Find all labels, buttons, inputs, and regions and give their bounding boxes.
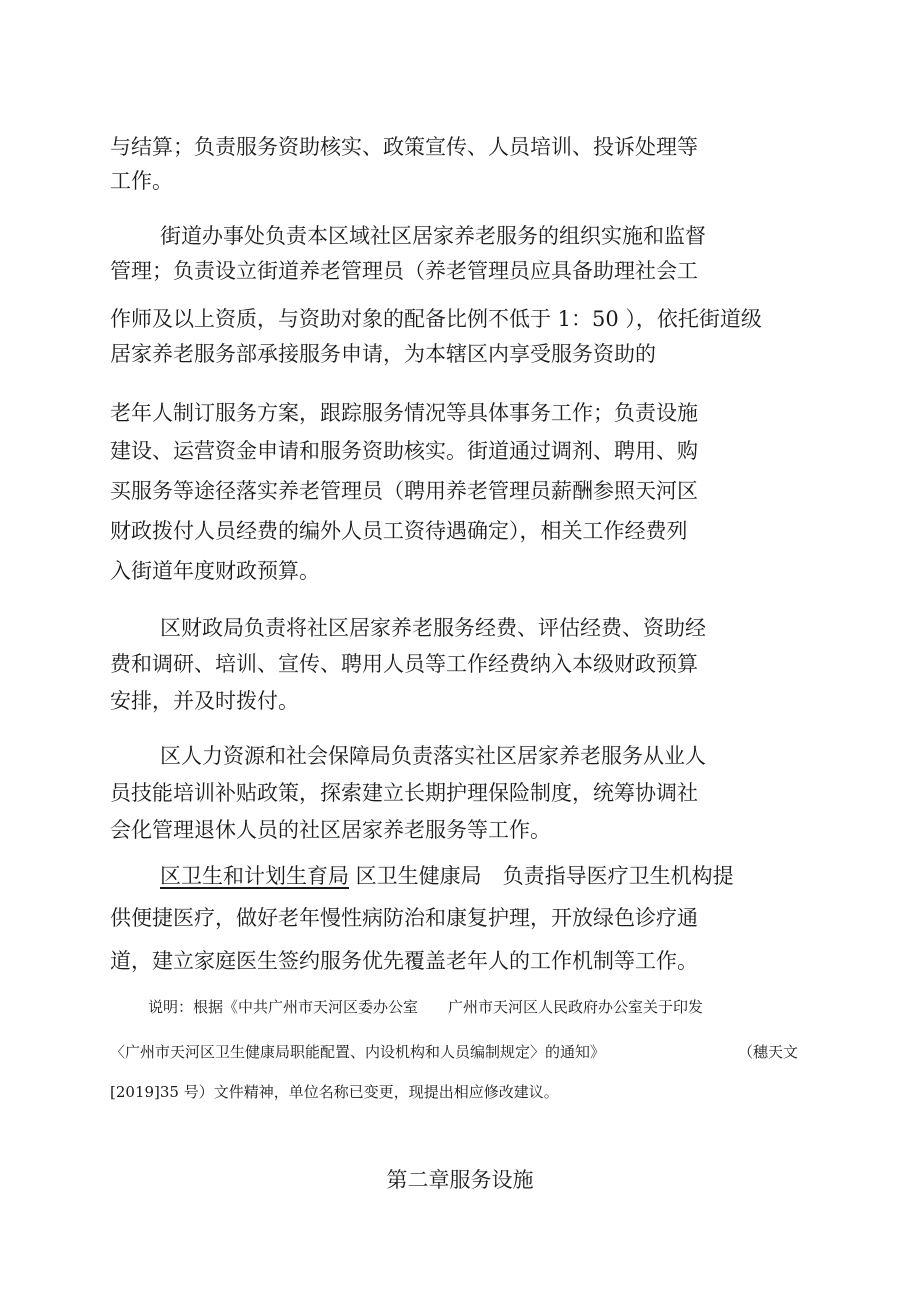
- paragraph-4-line-2: 员技能培训补贴政策，探索建立长期护理保险制度，统筹协调社: [110, 781, 698, 805]
- paragraph-2-line-5: 老年人制订服务方案，跟踪服务情况等具体事务工作；负责设施: [110, 401, 698, 425]
- paragraph-2-line-1: 街道办事处负责本区域社区居家养老服务的组织实施和监督: [160, 224, 706, 248]
- paragraph-2-line-3: 作师及以上资质，与资助对象的配备比例不低于 1：50 ），依托街道级: [110, 307, 762, 331]
- paragraph-2-line-9: 入街道年度财政预算。: [110, 559, 320, 583]
- paragraph-2-line-4: 居家养老服务部承接服务申请，为本辖区内享受服务资助的: [110, 342, 656, 366]
- paragraph-3-line-1: 区财政局负责将社区居家养老服务经费、评估经费、资助经: [160, 616, 706, 640]
- paragraph-5-line-3: 道，建立家庭医生签约服务优先覆盖老年人的工作机制等工作。: [110, 949, 698, 973]
- paragraph-5-line-1-rest: 区卫生健康局 负责指导医疗卫生机构提: [349, 864, 734, 888]
- note-line-2-doc-number: （穗天文: [738, 1043, 799, 1061]
- paragraph-2-line-2: 管理；负责设立街道养老管理员（养老管理员应具备助理社会工: [110, 259, 698, 283]
- paragraph-4-line-1: 区人力资源和社会保障局负责落实社区居家养老服务从业人: [160, 744, 706, 768]
- paragraph-2-line-6: 建设、运营资金申请和服务资助核实。街道通过调剂、聘用、购: [110, 439, 698, 463]
- paragraph-5-line-2: 供便捷医疗，做好老年慢性病防治和康复护理，开放绿色诊疗通: [110, 906, 698, 930]
- paragraph-3-line-3: 安排，并及时拨付。: [110, 689, 299, 713]
- paragraph-1-line-1: 与结算；负责服务资助核实、政策宣传、人员培训、投诉处理等: [110, 135, 698, 159]
- paragraph-5-line-1: [160, 861, 734, 891]
- paragraph-3-line-2: 费和调研、培训、宣传、聘用人员等工作经费纳入本级财政预算: [110, 652, 698, 676]
- paragraph-1-line-2: 工作。: [110, 169, 173, 193]
- paragraph-2-line-7: 买服务等途径落实养老管理员（聘用养老管理员薪酬参照天河区: [110, 479, 698, 503]
- note-line-3: [2019]35 号）文件精神，单位名称已变更，现提出相应修改建议。: [110, 1083, 559, 1101]
- paragraph-2-line-8: 财政拨付人员经费的编外人员工资待遇确定），相关工作经费列: [110, 519, 688, 543]
- struck-old-bureau-name: 区卫生和计划生育局: [160, 864, 349, 888]
- chapter-title: 第二章服务设施: [386, 1168, 534, 1192]
- note-line-1: 说明：根据《中共广州市天河区委办公室 广州市天河区人民政府办公室关于印发: [148, 998, 704, 1016]
- note-line-2: 〈广州市天河区卫生健康局职能配置、内设机构和人员编制规定〉的通知》: [110, 1043, 606, 1061]
- paragraph-4-line-3: 会化管理退休人员的社区居家养老服务等工作。: [110, 818, 551, 842]
